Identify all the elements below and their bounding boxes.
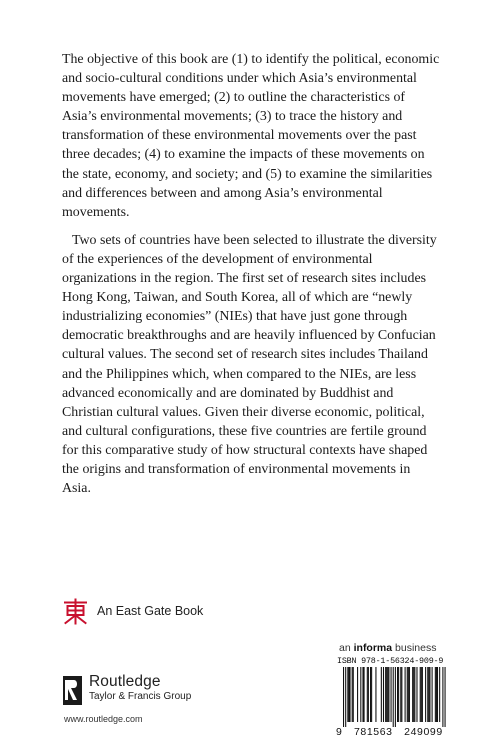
- barcode-bar: [408, 667, 409, 722]
- informa-brand: informa: [353, 642, 393, 654]
- barcode-bar: [388, 667, 389, 722]
- barcode-block: [336, 656, 451, 738]
- barcode-bar: [360, 667, 361, 722]
- informa-suffix: business: [392, 642, 437, 654]
- barcode-bar: [368, 667, 369, 722]
- east-gate-imprint: [62, 596, 203, 626]
- barcode-bar: [393, 667, 394, 727]
- routledge-imprint: [62, 673, 191, 706]
- east-gate-label: An East Gate Book: [97, 604, 204, 618]
- barcode-bar: [371, 667, 372, 722]
- barcode-bar: [348, 667, 349, 722]
- barcode-bar: [345, 667, 346, 727]
- barcode-bar: [362, 667, 363, 722]
- ean-left-digits: 781563: [353, 726, 393, 738]
- barcode-bar: [352, 667, 353, 722]
- barcode-bar: [445, 667, 446, 727]
- publisher-group: Taylor & Francis Group: [89, 691, 192, 702]
- barcode-bar: [412, 667, 413, 722]
- barcode-bar: [432, 667, 433, 722]
- barcode-bar: [349, 667, 350, 722]
- barcode-bar: [439, 667, 440, 722]
- barcode-bar: [364, 667, 365, 722]
- barcode-bar: [413, 667, 414, 722]
- barcode-bar: [435, 667, 436, 722]
- barcode-bar: [429, 667, 430, 722]
- barcode-bar: [420, 667, 421, 722]
- blurb-paragraph-2: Two sets of countries have been selected to illustrate the diversity of the experiences of the development of environmental organizations in the region. The first set of research sites includes Hong Kong, Taiwan, and South Korea, all of which are “newly industrializing economies” (NIEs) that have just gone through democratic breakthroughs and are heavily influenced by Confucian cultural values. The second set of research sites includes Thailand and the Philippines which, when compared to the NIEs, are less advanced economically and are dominated by Buddhist and Christian cultural values. Given their diverse economic, political, and cultural configurations, these five countries are fertile ground for this comparative study of how structural contexts have shaped the origins and transformation of environmental movements in Asia.: [62, 232, 437, 497]
- barcode-bar: [381, 667, 382, 722]
- barcode-bar: [427, 667, 428, 722]
- east-gate-logo-icon: [62, 598, 89, 625]
- barcode-bar: [343, 667, 344, 727]
- barcode-bar: [398, 667, 399, 722]
- barcode-bar: [421, 667, 422, 722]
- publisher-name: Routledge: [89, 673, 161, 690]
- ean-first-digit: 9: [336, 726, 343, 738]
- barcode-bar: [405, 667, 406, 722]
- barcode-bar: [422, 667, 423, 722]
- barcode-bar: [401, 667, 402, 722]
- barcode-bar: [442, 667, 443, 727]
- barcode-bar: [400, 667, 401, 722]
- barcode-bar: [370, 667, 371, 722]
- routledge-logo-icon: [62, 675, 83, 706]
- barcode-bar: [387, 667, 388, 722]
- ean-right-digits: 249099: [404, 726, 443, 738]
- publisher-website: www.routledge.com: [64, 714, 143, 724]
- informa-tagline: [339, 642, 449, 654]
- barcode-bar: [397, 667, 398, 722]
- barcode-bar: [357, 667, 358, 722]
- barcode-bar: [416, 667, 417, 722]
- barcode-bar: [347, 667, 348, 722]
- cover-blurb: [62, 50, 440, 498]
- barcode-bar: [386, 667, 387, 722]
- isbn-text: ISBN 978-1-56324-909-9: [337, 656, 444, 666]
- barcode-bar: [428, 667, 429, 722]
- barcode-bar: [437, 667, 438, 722]
- barcode-image: [336, 667, 451, 727]
- barcode-bar: [353, 667, 354, 722]
- ean-digits: [336, 726, 451, 738]
- barcode-bar: [407, 667, 408, 722]
- barcode-bar: [425, 667, 426, 722]
- barcode-bar: [409, 667, 410, 722]
- barcode-bar: [367, 667, 368, 722]
- barcode-bar: [414, 667, 415, 722]
- blurb-paragraph-1: The objective of this book are (1) to identify the political, economic and socio-cultural conditions under which Asia’s environmental movements have emerged; (2) to outline the characteristics of Asia’s environmental movements; (3) to trace the history and transformation of these environmental movements over the past three decades; (4) to examine the impacts of these movements on the state, economy, and society; and (5) to examine the similarities and differences between and among Asia’s environmental movements.: [62, 52, 440, 220]
- barcode-bar: [375, 667, 376, 722]
- barcode-bar: [395, 667, 396, 727]
- barcode-bar: [436, 667, 437, 722]
- barcode-bar: [385, 667, 386, 722]
- informa-prefix: an: [339, 642, 354, 654]
- barcode-bar: [383, 667, 384, 722]
- barcode-bar: [391, 667, 392, 722]
